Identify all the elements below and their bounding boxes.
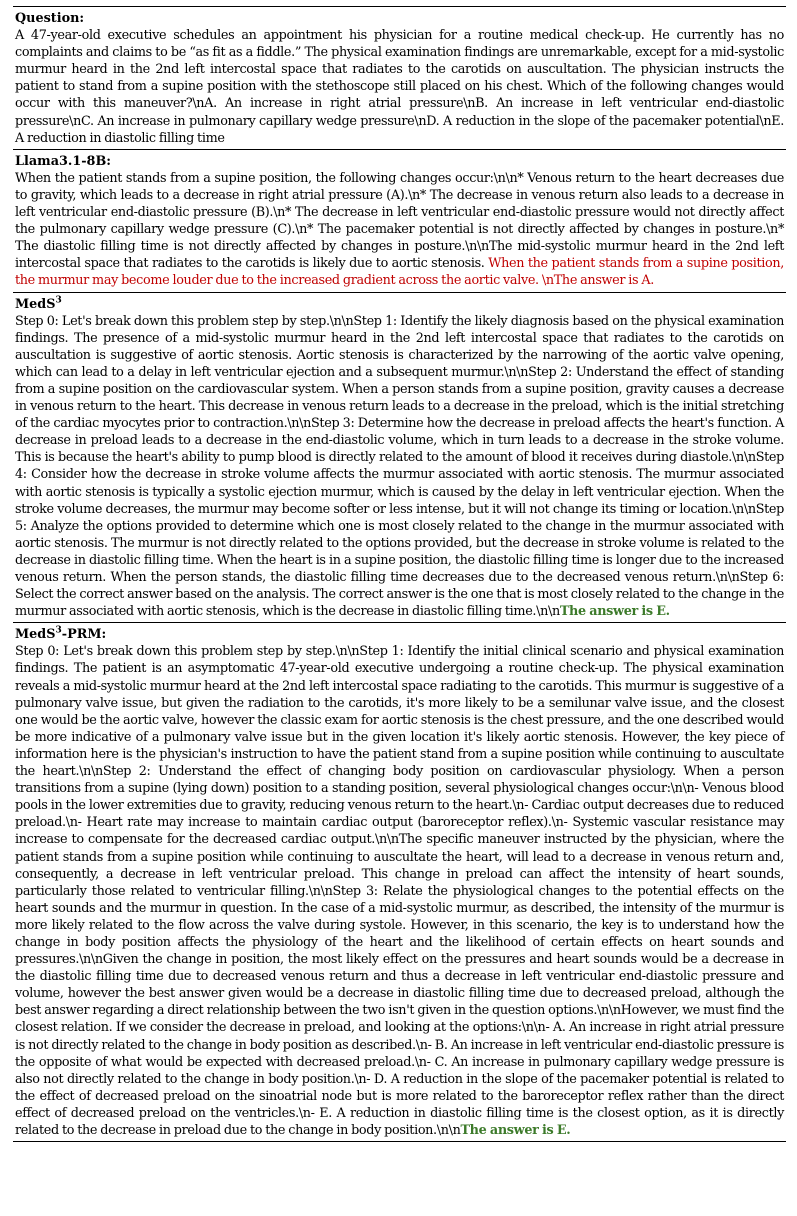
llama-highlight: When the patient stands from a supine position, the murmur may become louder due to the increased gradient across the aortic valve. \nThe answer is A.: [15, 256, 784, 289]
meds3prm-title-main: MedS: [15, 627, 56, 643]
meds3-title-sup: 3: [55, 295, 62, 306]
llama-response: [15, 170, 784, 290]
llama-text: When the patient stands from a supine position, the following changes occur:\n\n* Venous return to the heart decreases due to gravity, which leads to a decrease in right atrial pressure (A).\n* The decrease in venous return also leads to a decrease in left ventricular end-diastolic pressure (B).\n* The decrease in left ventricular end-diastolic pressure would not directly affect the pulmonary capillary wedge pressure (C).\n* The pacemaker potential is not directly affected by changes in posture.\n* The diastolic filling time is not directly affected by changes in posture.\n\nThe mid-systolic murmur heard in the 2nd left intercostal space that radiates to the carotids is likely due to aortic stenosis.: [15, 170, 784, 272]
llama-section: [13, 149, 786, 292]
meds3prm-title-rest: -PRM:: [61, 627, 107, 643]
question-section: [13, 6, 786, 149]
meds3prm-section: [13, 622, 786, 1142]
meds3-response: [15, 313, 784, 621]
question-title: Question:: [15, 11, 85, 26]
meds3-section: [13, 292, 786, 623]
meds3prm-text: Step 0: Let's break down this problem step by step.\n\nStep 1: Identify the initial clinical scenario and physical examination findings. The patient is an asymptomatic 47-year-old executive undergoing a routine check-up. The physical examination reveals a mid-systolic murmur heard at the 2nd left intercostal space radiating to the carotids. This murmur is suggestive of a pulmonary valve issue, but given the radiation to the carotids, it's more likely to be a semilunar valve issue, and the closest one would be the aortic valve, however the classic exam for aortic stenosis is the chest pressure, and the one described would be more indicative of a pulmonary valve issue but in the given location it's likely aortic stenosis. However, the key piece of information here is the physician's instruction to have the patient stand from a supine position while continuing to auscultate the heart.\n\nStep 2: Understand the effect of changing body position on cardiovascular physiology. When a person transitions from a supine (lying down) position to a standing position, several physiological changes occur:\n\n- Venous blood pools in the lower extremities due to gravity, reducing venous return to the heart.\n- Cardiac output decreases due to reduced preload.\n- Heart rate may increase to maintain cardiac output (baroreceptor reflex).\n- Systemic vascular resistance may increase to compensate for the decreased cardiac output.\n\nThe specific maneuver instructed by the physician, where the patient stands from a supine position while continuing to auscultate the heart, will lead to a decrease in venous return and, consequently, a decrease in left ventricular preload. This change in preload can affect the intensity of heart sounds, particularly those related to ventricular filling.\n\nStep 3: Relate the physiological changes to the potential effects on the heart sounds and the murmur in question. In the case of a mid-systolic murmur, as described, the intensity of the murmur is more likely related to the flow across the valve during systole. However, in this scenario, the key is to understand how the change in body position affects the physiology of the heart and the likelihood of certain effects on heart sounds and pressures.\n\nGiven the change in position, the most likely effect on the pressures and heart sounds would be a decrease in the diastolic filling time due to decreased venous return and thus a decrease in left ventricular end-diastolic pressure and volume, however the best answer given would be a decrease in diastolic filling time due to decreased preload, although the best answer regarding a direct relationship between the two isn't given in the question options.\n\nHowever, we must find the closest relation. If we consider the decrease in preload, and looking at the options:\n\n- A. An increase in right atrial pressure is not directly related to the change in body position as described.\n- B. An increase in left ventricular end-diastolic pressure is the opposite of what would be expected with decreased preload.\n- C. An increase in pulmonary capillary wedge pressure is also not directly related to the change in body position.\n- D. A reduction in the slope of the pacemaker potential is related to the effect of decreased preload on the sinoatrial node but is more related to the baroreceptor reflex rather than the direct effect of decreased preload on the ventricles.\n- E. A reduction in diastolic filling time is the closest option, as it is directly related to the decrease in preload due to the change in body position.\n\n: [15, 644, 784, 1138]
llama-title: Llama3.1-8B:: [15, 153, 112, 169]
meds3-answer: The answer is E.: [559, 604, 670, 620]
meds3prm-title-sup: 3: [55, 626, 62, 637]
question-text: A 47-year-old executive schedules an appointment his physician for a routine medical check-up. He currently has no complaints and claims to be “as fit as a fiddle.” The physical examination findings are unremarkable, except for a mid-systolic murmur heard in the 2nd left intercostal space that radiates to the carotids on auscultation. The physician instructs the patient to stand from a supine position with the stethoscope still placed on his chest. Which of the following changes would occur with this maneuver?\nA. An increase in right atrial pressure\nB. An increase in left ventricular end-diastolic pressure\nC. An increase in pulmonary capillary wedge pressure\nD. A reduction in the slope of the pacemaker potential\nE. A reduction in diastolic filling time: [15, 28, 784, 146]
meds3-title-main: MedS: [15, 296, 56, 312]
comparison-table: [13, 6, 786, 1142]
meds3prm-answer: The answer is E.: [460, 1123, 571, 1138]
meds3prm-title: [15, 626, 784, 643]
meds3-text: Step 0: Let's break down this problem step by step.\n\nStep 1: Identify the likely diagnosis based on the physical examination findings. The presence of a mid-systolic murmur heard in the 2nd left intercostal space that radiates to the carotids on auscultation is suggestive of aortic stenosis. Aortic stenosis is characterized by the narrowing of the aortic valve opening, which can lead to a delay in left ventricular ejection and a subsequent murmur.\n\nStep 2: Understand the effect of standing from a supine position on the cardiovascular system. When a person stands from a supine position, gravity causes a decrease in venous return to the heart. This decrease in venous return leads to a decrease in the preload, which is the initial stretching of the cardiac myocytes prior to contraction.\n\nStep 3: Determine how the decrease in preload affects the heart's function. A decrease in preload leads to a decrease in the end-diastolic volume, which in turn leads to a decrease in the stroke volume. This is because the heart's ability to pump blood is directly related to the amount of blood it receives during diastole.\n\nStep 4: Consider how the decrease in stroke volume affects the murmur associated with aortic stenosis. The murmur associated with aortic stenosis is typically a systolic ejection murmur, which is caused by the delay in left ventricular ejection. When the stroke volume decreases, the murmur may become softer or less intense, but it will not change its timing or location.\n\nStep 5: Analyze the options provided to determine which one is most closely related to the change in the murmur associated with aortic stenosis. The murmur is not directly related to the options provided, but the decrease in stroke volume is related to the decrease in diastolic filling time. When the heart is in a supine position, the diastolic filling time is longer due to the increased venous return. When the person stands, the diastolic filling time decreases due to the decreased venous return.\n\nStep 6: Select the correct answer based on the analysis. The correct answer is the one that is most closely related to the change in the murmur associated with aortic stenosis, which is the decrease in diastolic filling time.\n\n: [15, 313, 784, 620]
meds3-title: [15, 296, 784, 313]
meds3prm-response: [15, 643, 784, 1139]
